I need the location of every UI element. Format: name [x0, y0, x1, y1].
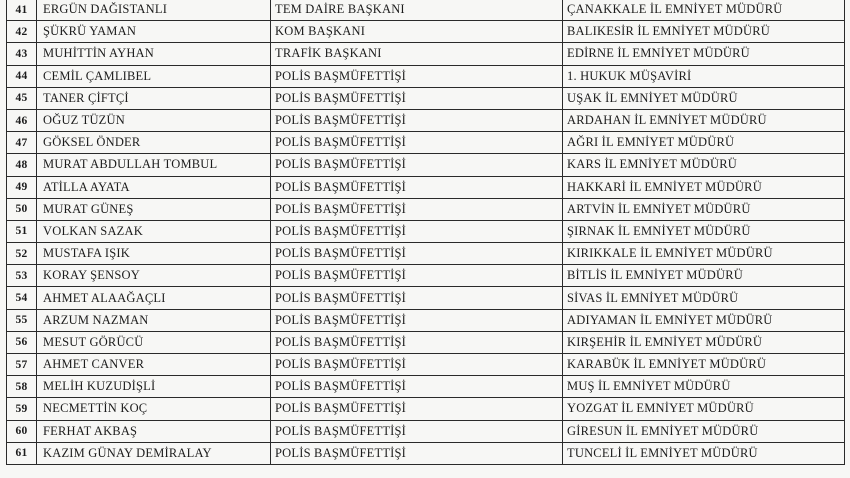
row-number: 58 [7, 376, 37, 398]
table-row [7, 243, 845, 265]
table-row [7, 309, 845, 331]
new-assignment: KIRŞEHİR İL EMNİYET MÜDÜRÜ [563, 331, 845, 353]
current-position: POLİS BAŞMÜFETTİŞİ [271, 176, 563, 198]
current-position: POLİS BAŞMÜFETTİŞİ [271, 442, 563, 464]
row-number: 56 [7, 331, 37, 353]
current-position: POLİS BAŞMÜFETTİŞİ [271, 398, 563, 420]
row-number: 41 [7, 0, 37, 21]
person-name: MESUT GÖRÜCÜ [37, 331, 271, 353]
current-position: POLİS BAŞMÜFETTİŞİ [271, 287, 563, 309]
person-name: MURAT ABDULLAH TOMBUL [37, 154, 271, 176]
new-assignment: KARABÜK İL EMNİYET MÜDÜRÜ [563, 354, 845, 376]
table-row [7, 109, 845, 131]
new-assignment: 1. HUKUK MÜŞAVİRİ [563, 65, 845, 87]
row-number: 48 [7, 154, 37, 176]
row-number: 44 [7, 65, 37, 87]
table-row [7, 132, 845, 154]
current-position: KOM BAŞKANI [271, 21, 563, 43]
current-position: POLİS BAŞMÜFETTİŞİ [271, 220, 563, 242]
row-number: 42 [7, 21, 37, 43]
person-name: CEMİL ÇAMLIBEL [37, 65, 271, 87]
person-name: OĞUZ TÜZÜN [37, 109, 271, 131]
person-name: ARZUM NAZMAN [37, 309, 271, 331]
new-assignment: ADIYAMAN İL EMNİYET MÜDÜRÜ [563, 309, 845, 331]
table-row [7, 154, 845, 176]
person-name: KAZIM GÜNAY DEMİRALAY [37, 442, 271, 464]
person-name: ŞÜKRÜ YAMAN [37, 21, 271, 43]
row-number: 46 [7, 109, 37, 131]
person-name: MUSTAFA IŞIK [37, 243, 271, 265]
person-name: MELİH KUZUDİŞLİ [37, 376, 271, 398]
table-row [7, 376, 845, 398]
person-name: AHMET ALAAĞAÇLI [37, 287, 271, 309]
current-position: POLİS BAŞMÜFETTİŞİ [271, 243, 563, 265]
row-number: 50 [7, 198, 37, 220]
new-assignment: YOZGAT İL EMNİYET MÜDÜRÜ [563, 398, 845, 420]
new-assignment: ŞIRNAK İL EMNİYET MÜDÜRÜ [563, 220, 845, 242]
table-row [7, 220, 845, 242]
current-position: POLİS BAŞMÜFETTİŞİ [271, 354, 563, 376]
new-assignment: KARS İL EMNİYET MÜDÜRÜ [563, 154, 845, 176]
person-name: ERGÜN DAĞISTANLI [37, 0, 271, 21]
table-row [7, 198, 845, 220]
current-position: POLİS BAŞMÜFETTİŞİ [271, 420, 563, 442]
new-assignment: ARDAHAN İL EMNİYET MÜDÜRÜ [563, 109, 845, 131]
person-name: VOLKAN SAZAK [37, 220, 271, 242]
current-position: TRAFİK BAŞKANI [271, 43, 563, 65]
person-name: GÖKSEL ÖNDER [37, 132, 271, 154]
table-row [7, 21, 845, 43]
person-name: KORAY ŞENSOY [37, 265, 271, 287]
table-row [7, 43, 845, 65]
table-row [7, 442, 845, 464]
new-assignment: MUŞ İL EMNİYET MÜDÜRÜ [563, 376, 845, 398]
person-name: MUHİTTİN AYHAN [37, 43, 271, 65]
new-assignment: GİRESUN İL EMNİYET MÜDÜRÜ [563, 420, 845, 442]
current-position: POLİS BAŞMÜFETTİŞİ [271, 87, 563, 109]
row-number: 61 [7, 442, 37, 464]
row-number: 47 [7, 132, 37, 154]
person-name: FERHAT AKBAŞ [37, 420, 271, 442]
person-name: ATİLLA AYATA [37, 176, 271, 198]
current-position: POLİS BAŞMÜFETTİŞİ [271, 309, 563, 331]
row-number: 60 [7, 420, 37, 442]
person-name: MURAT GÜNEŞ [37, 198, 271, 220]
current-position: TEM DAİRE BAŞKANI [271, 0, 563, 21]
row-number: 49 [7, 176, 37, 198]
current-position: POLİS BAŞMÜFETTİŞİ [271, 109, 563, 131]
table-row [7, 265, 845, 287]
person-name: AHMET CANVER [37, 354, 271, 376]
table-row [7, 287, 845, 309]
row-number: 55 [7, 309, 37, 331]
current-position: POLİS BAŞMÜFETTİŞİ [271, 331, 563, 353]
current-position: POLİS BAŞMÜFETTİŞİ [271, 376, 563, 398]
new-assignment: AĞRI İL EMNİYET MÜDÜRÜ [563, 132, 845, 154]
row-number: 43 [7, 43, 37, 65]
row-number: 54 [7, 287, 37, 309]
new-assignment: TUNCELİ İL EMNİYET MÜDÜRÜ [563, 442, 845, 464]
row-number: 52 [7, 243, 37, 265]
table-row [7, 354, 845, 376]
table-row [7, 176, 845, 198]
new-assignment: HAKKARİ İL EMNİYET MÜDÜRÜ [563, 176, 845, 198]
new-assignment: BALIKESİR İL EMNİYET MÜDÜRÜ [563, 21, 845, 43]
new-assignment: BİTLİS İL EMNİYET MÜDÜRÜ [563, 265, 845, 287]
table-row [7, 398, 845, 420]
new-assignment: KIRIKKALE İL EMNİYET MÜDÜRÜ [563, 243, 845, 265]
row-number: 45 [7, 87, 37, 109]
new-assignment: ARTVİN İL EMNİYET MÜDÜRÜ [563, 198, 845, 220]
table-row [7, 87, 845, 109]
current-position: POLİS BAŞMÜFETTİŞİ [271, 65, 563, 87]
new-assignment: SİVAS İL EMNİYET MÜDÜRÜ [563, 287, 845, 309]
row-number: 51 [7, 220, 37, 242]
row-number: 53 [7, 265, 37, 287]
row-number: 57 [7, 354, 37, 376]
table-row [7, 65, 845, 87]
person-name: NECMETTİN KOÇ [37, 398, 271, 420]
table-row [7, 0, 845, 21]
table-row [7, 420, 845, 442]
current-position: POLİS BAŞMÜFETTİŞİ [271, 154, 563, 176]
new-assignment: EDİRNE İL EMNİYET MÜDÜRÜ [563, 43, 845, 65]
new-assignment: UŞAK İL EMNİYET MÜDÜRÜ [563, 87, 845, 109]
table-body [7, 0, 845, 464]
table-row [7, 331, 845, 353]
person-name: TANER ÇİFTÇİ [37, 87, 271, 109]
new-assignment: ÇANAKKALE İL EMNİYET MÜDÜRÜ [563, 0, 845, 21]
current-position: POLİS BAŞMÜFETTİŞİ [271, 265, 563, 287]
appointments-table [6, 0, 845, 465]
row-number: 59 [7, 398, 37, 420]
current-position: POLİS BAŞMÜFETTİŞİ [271, 132, 563, 154]
current-position: POLİS BAŞMÜFETTİŞİ [271, 198, 563, 220]
